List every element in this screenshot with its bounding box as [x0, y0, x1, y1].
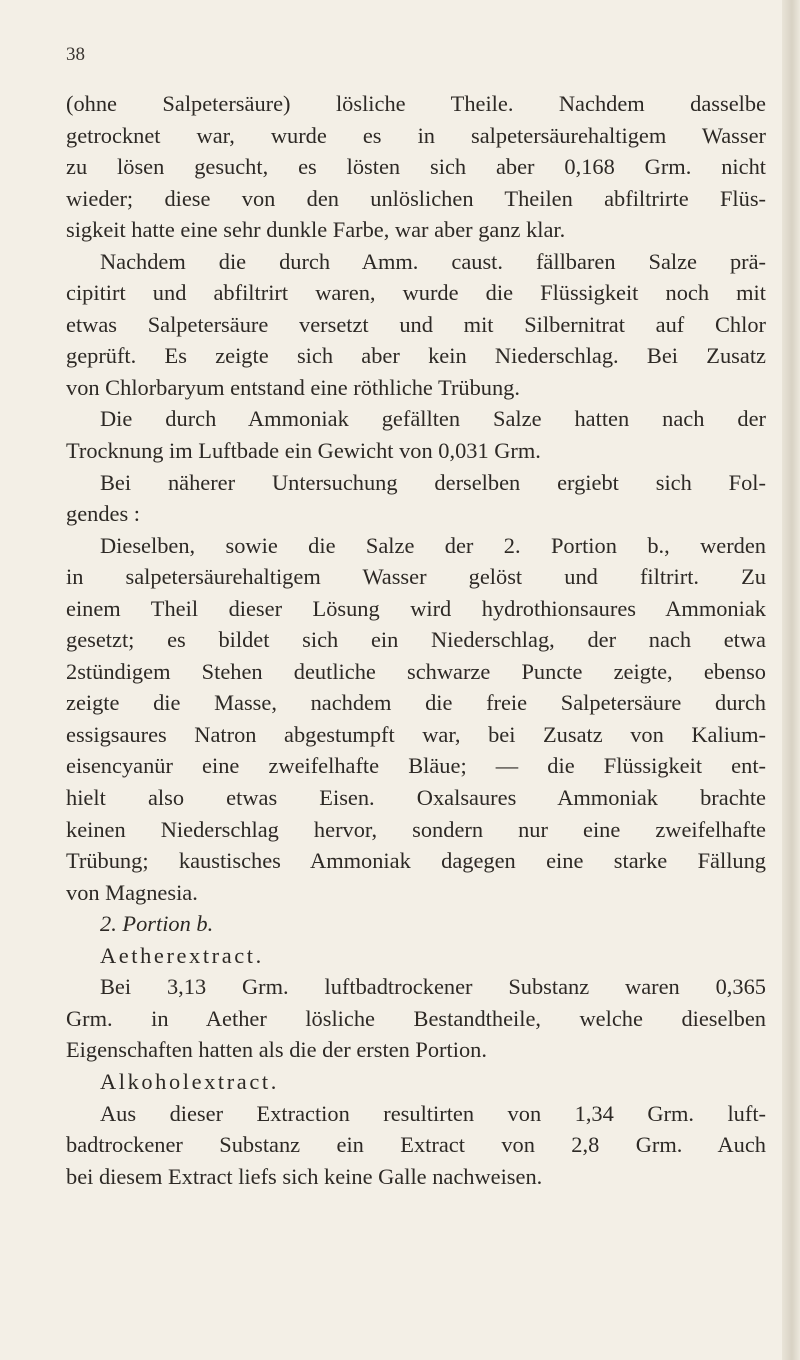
page-edge [782, 0, 800, 1360]
text-line: Grm. in Aether lösliche Bestandtheile, welche dieselben [66, 1005, 766, 1031]
text-line: Die durch Ammoniak gefällten Salze hatten nach der [100, 406, 766, 432]
body-text [66, 88, 766, 1192]
text-line: 2stündigem Stehen deutliche schwarze Puncte zeigte, ebenso [66, 658, 766, 684]
text-line: einem Theil dieser Lösung wird hydrothionsaures Ammoniak [66, 595, 766, 621]
text-line: etwas Salpetersäure versetzt und mit Silbernitrat auf Chlor [66, 311, 766, 337]
text-line: Dieselben, sowie die Salze der 2. Portion b., werden [100, 532, 766, 558]
text-line: keinen Niederschlag hervor, sondern nur eine zweifelhafte [66, 816, 766, 842]
text-line: badtrockener Substanz ein Extract von 2,8 Grm. Auch [66, 1132, 766, 1158]
subheading-alkoholextract: Alkoholextract. [100, 1068, 279, 1094]
text-line: Eigenschaften hatten als die der ersten Portion. [66, 1037, 487, 1063]
text-line: wieder; diese von den unlöslichen Theilen abfiltrirte Flüs- [66, 185, 766, 211]
text-line: getrocknet war, wurde es in salpetersäurehaltigem Wasser [66, 122, 766, 148]
text-line: geprüft. Es zeigte sich aber kein Niederschlag. Bei Zusatz [66, 343, 766, 369]
text-line: cipitirt und abfiltrirt waren, wurde die Flüssigkeit noch mit [66, 280, 766, 306]
text-line: in salpetersäurehaltigem Wasser gelöst und filtrirt. Zu [66, 564, 766, 590]
text-line: Aus dieser Extraction resultirten von 1,34 Grm. luft- [100, 1100, 766, 1126]
text-line: hielt also etwas Eisen. Oxalsaures Ammoniak brachte [66, 785, 766, 811]
section-heading-portion-b: 2. Portion b. [100, 911, 214, 937]
text-line: eisencyanür eine zweifelhafte Bläue; — die Flüssigkeit ent- [66, 753, 766, 779]
page-number: 38 [66, 44, 85, 65]
text-line: gesetzt; es bildet sich ein Niederschlag, der nach etwa [66, 627, 766, 653]
text-line: Trübung; kaustisches Ammoniak dagegen eine starke Fällung [66, 848, 766, 874]
text-line: essigsaures Natron abgestumpft war, bei Zusatz von Kalium- [66, 721, 766, 747]
subheading-aetherextract: Aetherextract. [100, 942, 264, 968]
text-line: zu lösen gesucht, es lösten sich aber 0,168 Grm. nicht [66, 154, 766, 180]
text-line: sigkeit hatte eine sehr dunkle Farbe, war aber ganz klar. [66, 217, 566, 243]
text-line: Bei näherer Untersuchung derselben ergiebt sich Fol- [100, 469, 766, 495]
text-line: bei diesem Extract liefs sich keine Galle nachweisen. [66, 1163, 543, 1189]
text-line: gendes : [66, 501, 140, 527]
text-line: Bei 3,13 Grm. luftbadtrockener Substanz waren 0,365 [100, 974, 766, 1000]
text-line: Nachdem die durch Amm. caust. fällbaren Salze prä- [100, 248, 766, 274]
text-line: von Chlorbaryum entstand eine röthliche Trübung. [66, 374, 520, 400]
text-line: Trocknung im Luftbade ein Gewicht von 0,031 Grm. [66, 438, 541, 464]
text-line: zeigte die Masse, nachdem die freie Salpetersäure durch [66, 690, 766, 716]
text-line: von Magnesia. [66, 879, 198, 905]
text-line: (ohne Salpetersäure) lösliche Theile. Nachdem dasselbe [66, 91, 766, 116]
